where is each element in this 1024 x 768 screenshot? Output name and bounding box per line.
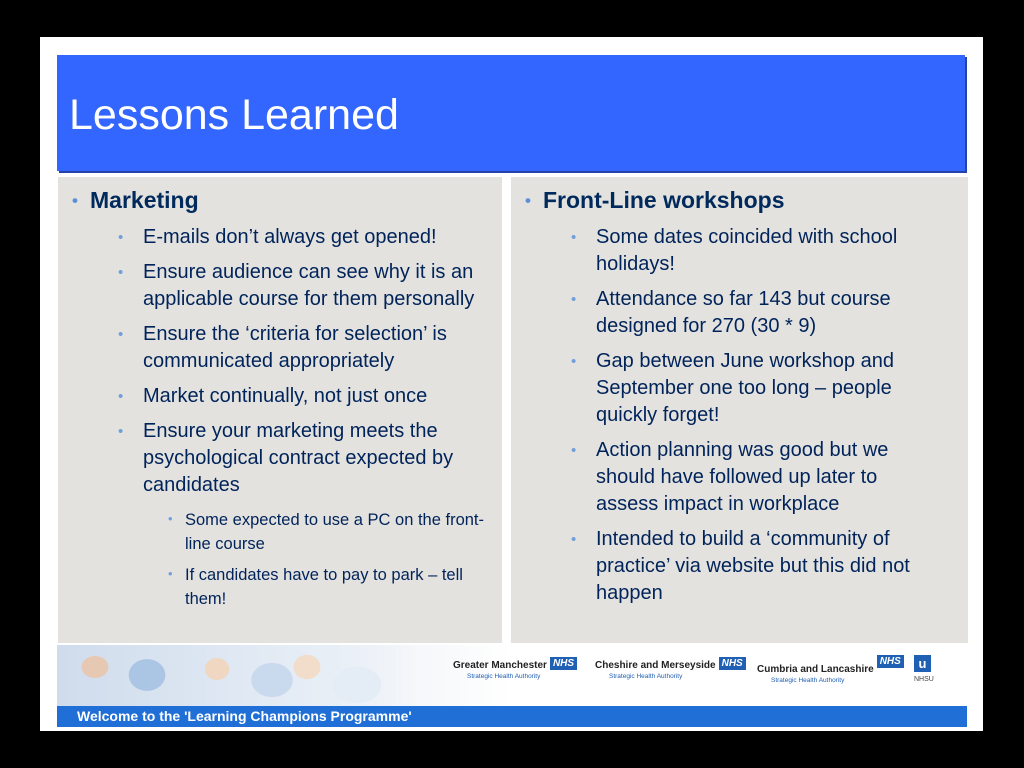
list-item: [58, 259, 483, 313]
bullet-icon: •: [571, 442, 577, 459]
bullet-icon: •: [118, 229, 124, 246]
welcome-bar: [57, 706, 967, 727]
list-item: [58, 321, 483, 375]
slide-title: Lessons Learned: [69, 91, 399, 139]
logo-subtitle: Strategic Health Authority: [609, 673, 683, 680]
bullet-icon: •: [571, 353, 577, 370]
bullet-icon: •: [571, 291, 577, 308]
healthcare-photo-strip: [57, 645, 417, 707]
bullet-icon: •: [118, 326, 124, 343]
sub-list-item-text: If candidates have to pay to park – tell them!: [185, 566, 463, 608]
heading-text: Front-Line workshops: [543, 187, 785, 213]
footer-banner: [57, 645, 967, 707]
logo-name: Cumbria and Lancashire: [757, 664, 874, 675]
list-item-text: Intended to build a ‘community of practice’ via website but this did not happen: [596, 528, 910, 604]
right-panel: [511, 177, 968, 643]
list-item-text: Attendance so far 143 but course designed for 270 (30 * 9): [596, 288, 891, 337]
sub-list-item: [58, 563, 485, 611]
bullet-icon: •: [525, 191, 531, 210]
nhsu-name: NHSU: [914, 676, 934, 683]
slide: [40, 37, 983, 731]
bullet-heading-front-line-workshops: [511, 187, 951, 214]
sub-list-item-text: Some expected to use a PC on the front-line course: [185, 511, 485, 553]
bullet-icon: •: [118, 423, 124, 440]
list-item: [511, 437, 931, 518]
bullet-icon: •: [72, 191, 78, 210]
bullet-icon: •: [118, 264, 124, 281]
bullet-heading-marketing: [58, 187, 488, 214]
logo-subtitle: Strategic Health Authority: [771, 677, 845, 684]
nhs-badge-icon: NHS: [877, 655, 904, 668]
nhs-badge-icon: NHS: [550, 657, 577, 670]
logo-subtitle: Strategic Health Authority: [467, 673, 541, 680]
nhsu-icon: u: [914, 655, 931, 672]
list-item: [511, 348, 931, 429]
list-item-text: Gap between June workshop and September one too long – people quickly forget!: [596, 350, 894, 426]
list-item-text: Market continually, not just once: [143, 385, 428, 407]
list-item-text: Ensure your marketing meets the psychological contract expected by candidates: [143, 420, 454, 496]
greater-manchester-logo: [453, 655, 577, 680]
nhsu-logo: [914, 655, 934, 683]
cheshire-merseyside-logo: [595, 655, 746, 680]
left-panel: [58, 177, 502, 643]
list-item-text: Ensure the ‘criteria for selection’ is communicated appropriately: [143, 323, 447, 372]
list-item: [58, 224, 483, 251]
list-item-text: E-mails don’t always get opened!: [143, 226, 437, 248]
list-item: [58, 418, 483, 499]
heading-text: Marketing: [90, 187, 199, 213]
list-item: [58, 383, 483, 410]
sub-list-item: [58, 508, 485, 556]
title-bar: [57, 55, 965, 171]
nhs-badge-icon: NHS: [719, 657, 746, 670]
list-item: [511, 286, 931, 340]
cumbria-lancashire-logo: [757, 656, 904, 684]
bullet-icon: •: [118, 388, 124, 405]
list-item: [511, 526, 931, 607]
list-item-text: Some dates coincided with school holidays!: [596, 226, 898, 275]
list-item-text: Action planning was good but we should have followed up later to assess impact in workplace: [596, 439, 889, 515]
bullet-icon: •: [571, 229, 577, 246]
logo-name: Cheshire and Merseyside: [595, 660, 716, 671]
bullet-icon: •: [168, 511, 173, 526]
welcome-text: Welcome to the 'Learning Champions Programme': [77, 708, 412, 724]
logo-name: Greater Manchester: [453, 660, 547, 671]
list-item: [511, 224, 931, 278]
bullet-icon: •: [571, 531, 577, 548]
list-item-text: Ensure audience can see why it is an applicable course for them personally: [143, 261, 475, 310]
bullet-icon: •: [168, 566, 173, 581]
